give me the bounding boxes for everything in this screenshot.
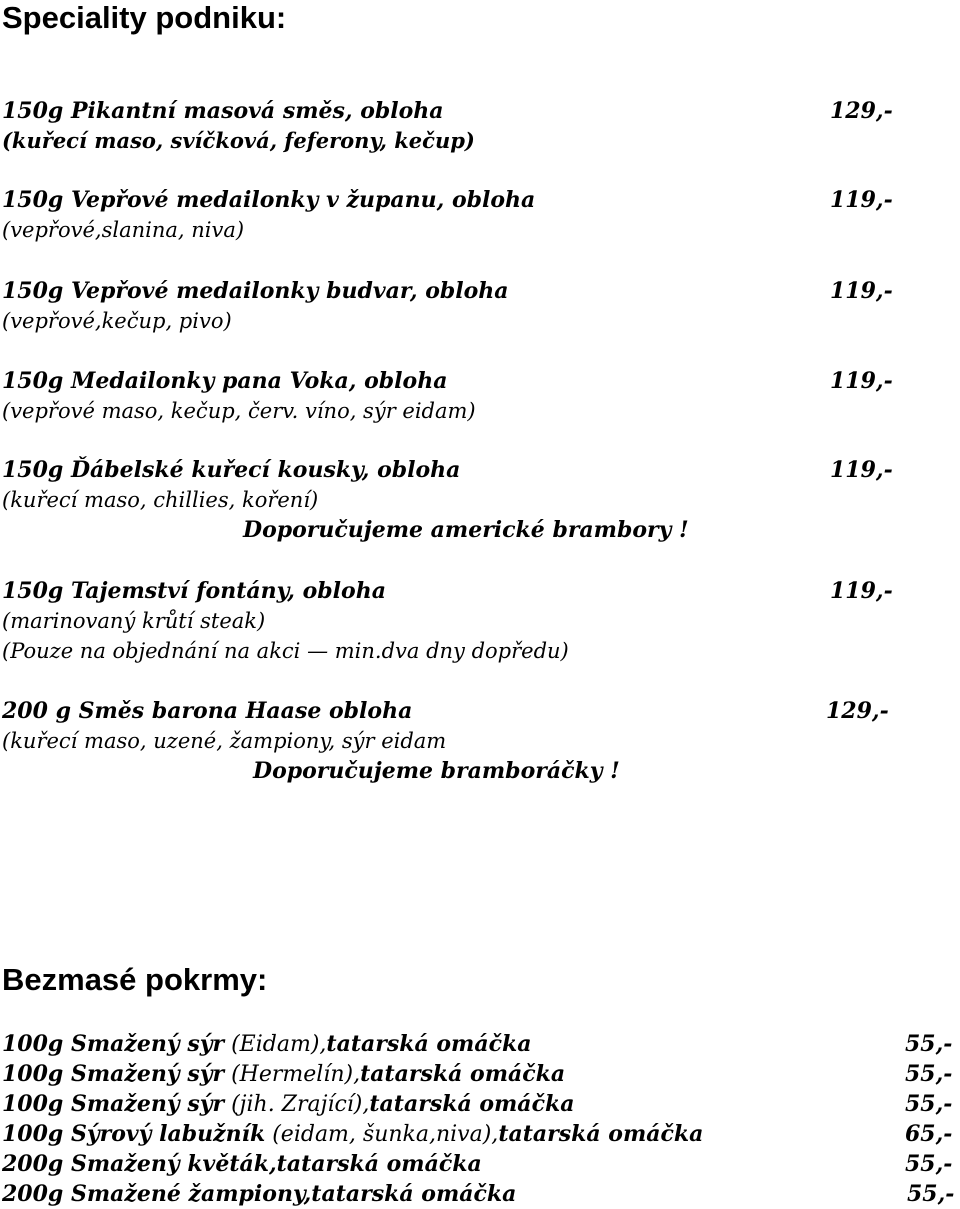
item-name: 100g Smažený sýr <box>2 1031 225 1057</box>
meatless-item <box>2 1060 565 1089</box>
dish-price: 119,- <box>830 578 893 604</box>
dish-title: 150g Medailonky pana Voka, obloha <box>2 368 448 394</box>
item-sauce: tatarská omáčka <box>498 1121 704 1147</box>
dish-title: 150g Vepřové medailonky v županu, obloha <box>2 187 536 213</box>
dish-description: (vepřové,slanina, niva) <box>2 218 245 242</box>
section-heading-specialities: Speciality podniku: <box>2 0 287 35</box>
dish-recommendation: Doporučujeme americké brambory ! <box>243 517 689 543</box>
dish-description: (marinovaný krůtí steak) <box>2 609 266 633</box>
dish-price: 119,- <box>830 368 893 394</box>
dish-price: 129,- <box>830 98 893 124</box>
meatless-item <box>2 1120 703 1149</box>
dish-description: (vepřové maso, kečup, červ. víno, sýr eidam) <box>2 399 476 423</box>
item-name: 100g Smažený sýr <box>2 1061 225 1087</box>
dish-title: 150g Vepřové medailonky budvar, obloha <box>2 278 509 304</box>
dish-recommendation: Doporučujeme bramboráčky ! <box>253 758 620 784</box>
item-price: 65,- <box>905 1121 953 1147</box>
meatless-item <box>2 1180 516 1209</box>
item-detail: (eidam, šunka,niva), <box>272 1122 499 1147</box>
item-sauce: tatarská omáčka <box>369 1091 575 1117</box>
item-price: 55,- <box>905 1061 953 1087</box>
dish-description: (vepřové,kečup, pivo) <box>2 309 232 333</box>
item-price: 55,- <box>905 1091 953 1117</box>
meatless-item <box>2 1150 482 1179</box>
item-detail: (Eidam), <box>231 1032 327 1057</box>
dish-price: 119,- <box>830 187 893 213</box>
item-price: 55,- <box>905 1151 953 1177</box>
dish-price: 119,- <box>830 457 893 483</box>
item-name: 100g Smažený sýr <box>2 1091 225 1117</box>
dish-title: 150g Tajemství fontány, obloha <box>2 578 386 604</box>
meatless-item <box>2 1090 574 1119</box>
dish-order-note: (Pouze na objednání na akci — min.dva dny dopředu) <box>2 639 569 663</box>
item-sauce: tatarská omáčka <box>326 1031 532 1057</box>
dish-price: 129,- <box>826 698 889 724</box>
item-name: 200g Smažený květák,tatarská omáčka <box>2 1151 482 1177</box>
item-detail: (Hermelín), <box>231 1062 361 1087</box>
dish-price: 119,- <box>830 278 893 304</box>
meatless-item <box>2 1030 531 1059</box>
dish-title: 150g Pikantní masová směs, obloha <box>2 98 444 124</box>
dish-title: 200 g Směs barona Haase obloha <box>2 698 413 724</box>
item-detail: (jih. Zrající), <box>231 1092 370 1117</box>
dish-description: (kuřecí maso, svíčková, feferony, kečup) <box>2 128 475 153</box>
section-heading-meatless: Bezmasé pokrmy: <box>2 962 268 997</box>
item-name: 200g Smažené žampiony,tatarská omáčka <box>2 1181 517 1207</box>
item-name: 100g Sýrový labužník <box>2 1121 266 1147</box>
item-price: 55,- <box>907 1181 955 1207</box>
dish-description: (kuřecí maso, chillies, koření) <box>2 488 319 512</box>
dish-title: 150g Ďábelské kuřecí kousky, obloha <box>2 457 461 483</box>
dish-description: (kuřecí maso, uzené, žampiony, sýr eidam <box>2 729 447 753</box>
item-price: 55,- <box>905 1031 953 1057</box>
item-sauce: tatarská omáčka <box>360 1061 566 1087</box>
